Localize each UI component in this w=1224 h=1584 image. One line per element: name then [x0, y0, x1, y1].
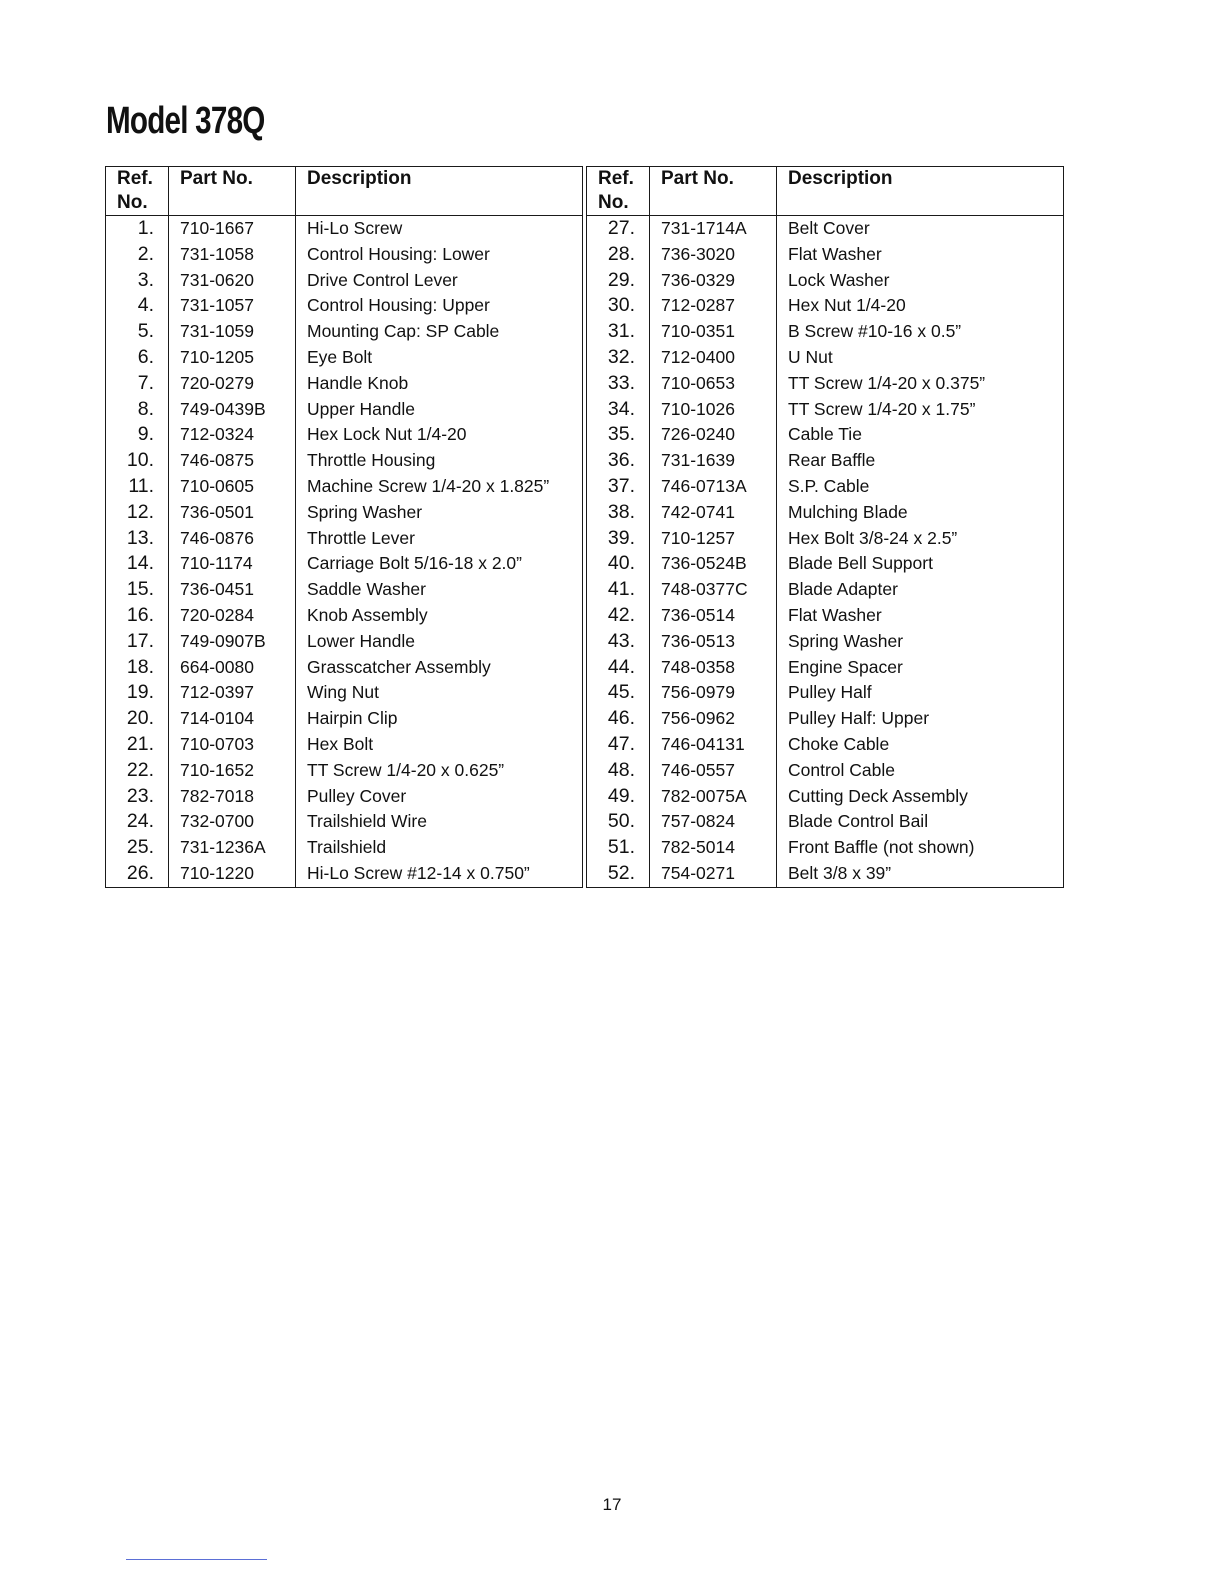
part-description: Upper Handle — [296, 397, 583, 423]
part-number: 736-0451 — [169, 577, 296, 603]
part-description: Choke Cable — [777, 732, 1064, 758]
part-number: 710-1174 — [169, 551, 296, 577]
description-header: Description — [296, 167, 583, 216]
table-row — [587, 680, 1064, 706]
ref-number: 28. — [607, 242, 635, 265]
part-description: Hex Nut 1/4-20 — [777, 293, 1064, 319]
part-description: Blade Bell Support — [777, 551, 1064, 577]
table-row — [106, 784, 583, 810]
part-number: 712-0287 — [650, 293, 777, 319]
table-row — [106, 216, 583, 242]
table-row — [587, 319, 1064, 345]
table-row — [587, 577, 1064, 603]
ref-number: 40. — [607, 552, 635, 575]
part-number: 710-1257 — [650, 526, 777, 552]
part-description: Front Baffle (not shown) — [777, 835, 1064, 861]
part-description: Pulley Half: Upper — [777, 706, 1064, 732]
table-row — [106, 371, 583, 397]
table-row — [106, 345, 583, 371]
part-no-header: Part No. — [650, 167, 777, 216]
table-row — [106, 293, 583, 319]
part-number: 746-0876 — [169, 526, 296, 552]
ref-number: 5. — [137, 320, 154, 343]
ref-number: 37. — [607, 474, 635, 497]
table-row — [106, 268, 583, 294]
part-number: 712-0400 — [650, 345, 777, 371]
part-description: Knob Assembly — [296, 603, 583, 629]
part-number: 731-1059 — [169, 319, 296, 345]
part-description: Carriage Bolt 5/16-18 x 2.0” — [296, 551, 583, 577]
ref-number: 42. — [607, 603, 635, 626]
table-row — [106, 526, 583, 552]
table-body — [106, 216, 583, 888]
table-row — [106, 861, 583, 887]
part-description: Throttle Housing — [296, 448, 583, 474]
table-row — [587, 655, 1064, 681]
ref-number: 11. — [128, 474, 154, 497]
part-number: 726-0240 — [650, 422, 777, 448]
part-number: 710-0605 — [169, 474, 296, 500]
part-description: Mounting Cap: SP Cable — [296, 319, 583, 345]
part-description: Throttle Lever — [296, 526, 583, 552]
part-number: 746-0713A — [650, 474, 777, 500]
part-number: 731-1639 — [650, 448, 777, 474]
part-number: 710-1026 — [650, 397, 777, 423]
part-description: Flat Washer — [777, 603, 1064, 629]
ref-number: 33. — [607, 371, 635, 394]
part-number: 710-1205 — [169, 345, 296, 371]
table-row — [106, 422, 583, 448]
ref-number: 52. — [607, 861, 635, 884]
part-description: Saddle Washer — [296, 577, 583, 603]
ref-number: 7. — [137, 371, 154, 394]
part-description: Hex Lock Nut 1/4-20 — [296, 422, 583, 448]
part-description: Hi-Lo Screw #12-14 x 0.750” — [296, 861, 583, 887]
part-number: 712-0324 — [169, 422, 296, 448]
part-description: Handle Knob — [296, 371, 583, 397]
ref-number: 21. — [126, 732, 154, 755]
part-number: 746-04131 — [650, 732, 777, 758]
table-row — [106, 242, 583, 268]
table-row — [106, 809, 583, 835]
part-description: Pulley Half — [777, 680, 1064, 706]
part-description: Spring Washer — [296, 500, 583, 526]
part-number: 736-3020 — [650, 242, 777, 268]
ref-no-header — [587, 167, 650, 216]
part-number: 710-1667 — [169, 216, 296, 242]
table-row — [587, 784, 1064, 810]
ref-number: 3. — [137, 268, 154, 291]
ref-number: 18. — [126, 655, 154, 678]
part-description: Trailshield — [296, 835, 583, 861]
part-description: Control Cable — [777, 758, 1064, 784]
ref-number: 4. — [137, 294, 154, 317]
part-description: U Nut — [777, 345, 1064, 371]
part-number: 782-7018 — [169, 784, 296, 810]
ref-number: 39. — [607, 526, 635, 549]
ref-number: 48. — [607, 758, 635, 781]
part-description: TT Screw 1/4-20 x 1.75” — [777, 397, 1064, 423]
part-number: 749-0439B — [169, 397, 296, 423]
part-number: 736-0514 — [650, 603, 777, 629]
ref-number: 30. — [607, 294, 635, 317]
table-row — [587, 551, 1064, 577]
ref-number: 12. — [126, 500, 154, 523]
part-number: 742-0741 — [650, 500, 777, 526]
part-number: 720-0279 — [169, 371, 296, 397]
part-number: 736-0501 — [169, 500, 296, 526]
part-number: 748-0358 — [650, 655, 777, 681]
ref-number: 23. — [126, 784, 154, 807]
ref-number: 15. — [126, 578, 154, 601]
ref-number: 19. — [126, 681, 154, 704]
table-row — [587, 448, 1064, 474]
part-description: Belt 3/8 x 39” — [777, 861, 1064, 887]
ref-number: 50. — [607, 810, 635, 833]
part-description: Belt Cover — [777, 216, 1064, 242]
part-description: Hex Bolt — [296, 732, 583, 758]
table-row — [106, 448, 583, 474]
part-description: Wing Nut — [296, 680, 583, 706]
table-row — [587, 526, 1064, 552]
ref-number: 34. — [607, 397, 635, 420]
part-number: 736-0524B — [650, 551, 777, 577]
part-number: 731-1057 — [169, 293, 296, 319]
ref-number: 6. — [137, 345, 154, 368]
part-description: Cutting Deck Assembly — [777, 784, 1064, 810]
part-description: Rear Baffle — [777, 448, 1064, 474]
part-description: Engine Spacer — [777, 655, 1064, 681]
table-row — [587, 242, 1064, 268]
part-number: 749-0907B — [169, 629, 296, 655]
part-number: 746-0875 — [169, 448, 296, 474]
table-row — [587, 422, 1064, 448]
part-description: Cable Tie — [777, 422, 1064, 448]
ref-number: 22. — [126, 758, 154, 781]
part-number: 731-1714A — [650, 216, 777, 242]
table-header — [106, 167, 583, 216]
part-number: 720-0284 — [169, 603, 296, 629]
part-number: 714-0104 — [169, 706, 296, 732]
ref-number: 16. — [126, 603, 154, 626]
ref-number: 35. — [607, 423, 635, 446]
ref-header-line2: No. — [117, 192, 148, 213]
part-description: Pulley Cover — [296, 784, 583, 810]
part-number: 754-0271 — [650, 861, 777, 887]
ref-number: 26. — [126, 861, 154, 884]
part-number: 782-0075A — [650, 784, 777, 810]
part-description: Hi-Lo Screw — [296, 216, 583, 242]
table-row — [587, 706, 1064, 732]
part-description: Grasscatcher Assembly — [296, 655, 583, 681]
part-description: Eye Bolt — [296, 345, 583, 371]
part-number: 710-0351 — [650, 319, 777, 345]
table-row — [106, 655, 583, 681]
part-description: Control Housing: Upper — [296, 293, 583, 319]
ref-number: 29. — [607, 268, 635, 291]
ref-number: 36. — [607, 449, 635, 472]
ref-number: 47. — [607, 732, 635, 755]
part-number: 731-0620 — [169, 268, 296, 294]
table-row — [106, 835, 583, 861]
table-row — [106, 680, 583, 706]
parts-table-right — [586, 166, 1064, 888]
table-row — [106, 603, 583, 629]
table-row — [106, 474, 583, 500]
ref-header-line2: No. — [598, 192, 629, 213]
table-row — [587, 603, 1064, 629]
table-row — [587, 293, 1064, 319]
ref-header-line1: Ref. — [598, 168, 634, 189]
ref-number: 8. — [137, 397, 154, 420]
ref-number: 41. — [607, 578, 635, 601]
part-number: 736-0513 — [650, 629, 777, 655]
part-number: 746-0557 — [650, 758, 777, 784]
ref-number: 49. — [607, 784, 635, 807]
ref-header-line1: Ref. — [117, 168, 153, 189]
part-description: TT Screw 1/4-20 x 0.625” — [296, 758, 583, 784]
table-row — [587, 500, 1064, 526]
part-description: TT Screw 1/4-20 x 0.375” — [777, 371, 1064, 397]
part-number: 731-1058 — [169, 242, 296, 268]
part-description: Machine Screw 1/4-20 x 1.825” — [296, 474, 583, 500]
ref-number: 44. — [607, 655, 635, 678]
part-number: 732-0700 — [169, 809, 296, 835]
part-no-header: Part No. — [169, 167, 296, 216]
ref-number: 10. — [126, 449, 154, 472]
table-row — [587, 397, 1064, 423]
table-row — [587, 371, 1064, 397]
ref-number: 51. — [607, 836, 635, 859]
part-number: 757-0824 — [650, 809, 777, 835]
table-row — [106, 758, 583, 784]
part-description: Blade Adapter — [777, 577, 1064, 603]
part-number: 756-0962 — [650, 706, 777, 732]
part-number: 756-0979 — [650, 680, 777, 706]
page-title: Model 378Q — [106, 100, 265, 142]
part-number: 748-0377C — [650, 577, 777, 603]
part-number: 712-0397 — [169, 680, 296, 706]
part-description: S.P. Cable — [777, 474, 1064, 500]
table-row — [587, 861, 1064, 887]
table-row — [587, 758, 1064, 784]
table-row — [587, 268, 1064, 294]
table-body — [587, 216, 1064, 888]
part-number: 710-1220 — [169, 861, 296, 887]
ref-number: 9. — [137, 423, 154, 446]
part-number: 731-1236A — [169, 835, 296, 861]
table-header — [587, 167, 1064, 216]
ref-number: 14. — [126, 552, 154, 575]
table-row — [106, 319, 583, 345]
part-number: 664-0080 — [169, 655, 296, 681]
part-description: Lock Washer — [777, 268, 1064, 294]
part-number: 782-5014 — [650, 835, 777, 861]
ref-number: 25. — [126, 836, 154, 859]
ref-number: 45. — [607, 681, 635, 704]
ref-number: 46. — [607, 707, 635, 730]
part-description: B Screw #10-16 x 0.5” — [777, 319, 1064, 345]
part-description: Spring Washer — [777, 629, 1064, 655]
part-description: Hex Bolt 3/8-24 x 2.5” — [777, 526, 1064, 552]
part-number: 710-1652 — [169, 758, 296, 784]
parts-table-left — [105, 166, 583, 888]
part-description: Mulching Blade — [777, 500, 1064, 526]
table-row — [106, 397, 583, 423]
table-row — [587, 809, 1064, 835]
table-row — [106, 629, 583, 655]
ref-number: 38. — [607, 500, 635, 523]
description-header: Description — [777, 167, 1064, 216]
ref-number: 24. — [126, 810, 154, 833]
ref-number: 32. — [607, 345, 635, 368]
part-description: Control Housing: Lower — [296, 242, 583, 268]
part-number: 710-0653 — [650, 371, 777, 397]
part-description: Drive Control Lever — [296, 268, 583, 294]
part-description: Lower Handle — [296, 629, 583, 655]
ref-number: 43. — [607, 629, 635, 652]
table-row — [587, 345, 1064, 371]
table-row — [106, 732, 583, 758]
part-description: Blade Control Bail — [777, 809, 1064, 835]
page-number: 17 — [602, 1495, 622, 1514]
table-row — [587, 629, 1064, 655]
table-row — [587, 732, 1064, 758]
table-row — [106, 500, 583, 526]
part-number: 736-0329 — [650, 268, 777, 294]
ref-number: 20. — [126, 707, 154, 730]
table-row — [587, 474, 1064, 500]
table-row — [587, 216, 1064, 242]
table-row — [106, 551, 583, 577]
table-row — [106, 706, 583, 732]
ref-number: 1. — [137, 217, 154, 239]
table-row — [106, 577, 583, 603]
ref-number: 17. — [126, 629, 154, 652]
table-row — [587, 835, 1064, 861]
ref-number: 27. — [607, 217, 635, 239]
part-description: Hairpin Clip — [296, 706, 583, 732]
ref-number: 31. — [607, 320, 635, 343]
ref-no-header — [106, 167, 169, 216]
part-description: Trailshield Wire — [296, 809, 583, 835]
footer-rule — [126, 1559, 267, 1560]
ref-number: 2. — [137, 242, 154, 265]
part-description: Flat Washer — [777, 242, 1064, 268]
ref-number: 13. — [126, 526, 154, 549]
part-number: 710-0703 — [169, 732, 296, 758]
